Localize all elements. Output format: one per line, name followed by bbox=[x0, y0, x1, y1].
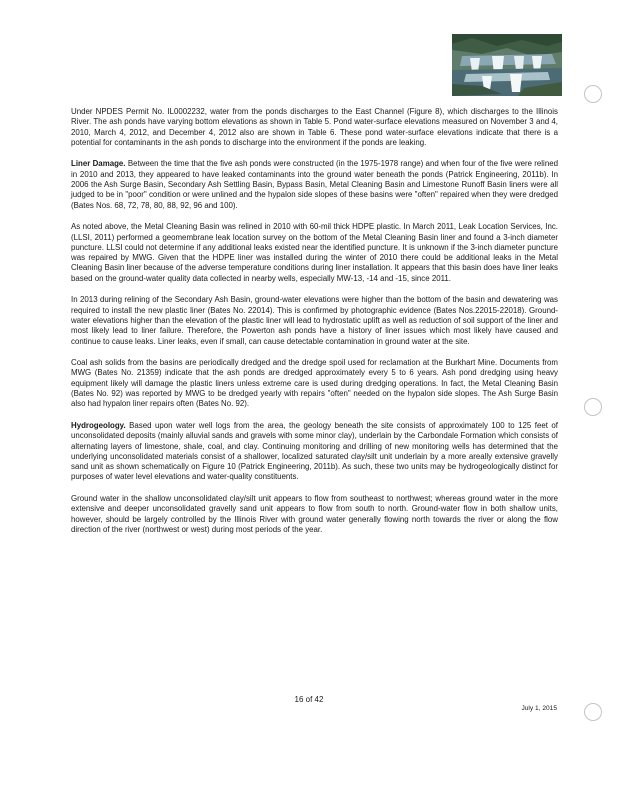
paragraph-metal-cleaning-basin bbox=[71, 222, 558, 284]
paragraph-hydrogeology bbox=[71, 421, 558, 483]
paragraph-pond-discharge bbox=[71, 107, 558, 148]
paragraph-text: Between the time that the five ash ponds were constructed (in the 1975-1978 range) and when four of the five were relined in 2010 and 2013, they appeared to have leaked contaminants into the ground water beneath the ponds (Patrick Engineering, 2011b). In 2006 the Ash Surge Basin, Secondary Ash Settling Basin, Bypass Basin, Metal Cleaning Basin and Limestone Runoff Basin liners were all judged to be in "poor" condition or were unlined and the hypalon side slopes of these basins were "often" repaired when they were dredged (Bates Nos. 68, 72, 78, 80, 88, 92, 96 and 100). bbox=[71, 159, 558, 210]
paragraph-text: Under NPDES Permit No. IL0002232, water from the ponds discharges to the East Channel (Figure 8), which discharges to the Illinois River. The ash ponds have varying bottom elevations as shown in Table 5. Pond water-surface elevations measured on November 3 and 4, 2010, March 4, 2012, and December 4, 2012 also are shown in Table 6. These pond water-surface elevations indicate that there is a potential for contaminants in the ash ponds to discharge into the environment if the ponds are leaking. bbox=[71, 107, 558, 147]
waterfall-photo-icon bbox=[452, 34, 562, 96]
paragraph-liner-damage bbox=[71, 159, 558, 210]
punch-hole bbox=[584, 703, 602, 721]
paragraph-text: As noted above, the Metal Cleaning Basin was relined in 2010 with 60-mil thick HDPE plastic. In March 2011, Leak Location Services, Inc. (LLSI, 2011) performed a geomembrane leak location survey on the bottom of the Metal Cleaning Basin liner and found a 3-inch diameter puncture. LLSI could not determine if any additional leaks existed near the identified puncture. It is unknown if the 3-inch diameter puncture was repaired by MWG. Given that the HDPE liner was installed during the winter of 2010 there could be additional leaks in the Metal Cleaning Basin liner because of the adverse temperature conditions during liner installation. It appears that this basin does have liner leaks based on the ground-water quality data collected in nearby wells, especially MW-13, -14 and -15, since 2011. bbox=[71, 222, 558, 283]
punch-hole bbox=[584, 398, 602, 416]
waterfall-photo-icon-graphic bbox=[452, 34, 562, 96]
paragraph-ground-water-flow bbox=[71, 494, 558, 535]
paragraph-heading: Liner Damage. bbox=[71, 159, 126, 169]
page-number: 16 of 42 bbox=[294, 695, 324, 704]
paragraph-secondary-ash-basin bbox=[71, 295, 558, 346]
paragraph-text: In 2013 during relining of the Secondary Ash Basin, ground-water elevations were higher than the bottom of the basin and dewatering was required to install the new plastic liner (Bates No. 22014). This is confirmed by photographic evidence (Bates Nos.22015-22018). Ground-water elevations higher than the elevation of the plastic liner will lead to hydrostatic uplift as well as reduction of soil support of the liner and most likely lead to liner failure. Therefore, the Powerton ash ponds have a history of liner issues which most likely have caused and continue to cause leaks. Liner leaks, even if small, can cause detectable contamination in ground water at the site. bbox=[71, 295, 558, 346]
body-text bbox=[71, 107, 558, 535]
footer-date: July 1, 2015 bbox=[521, 705, 557, 712]
paragraph-heading: Hydrogeology. bbox=[71, 420, 126, 430]
paragraph-text: Coal ash solids from the basins are periodically dredged and the dredge spoil used for reclamation at the Burkhart Mine. Documents from MWG (Bates No. 21359) indicate that the ash ponds are dredged approximately every 5 to 6 years. Ash pond dredging using heavy equipment likely will damage the plastic liners unless extreme care is used during dredging operations. In fact, the Metal Cleaning Basin (Bates No. 92) was reported by MWG to be dredged yearly with repairs "often" needed on the hypalon side slopes. The Ash Surge Basin also had hypalon liner repairs often (Bates No. 92). bbox=[71, 358, 558, 409]
paragraph-text: Based upon water well logs from the area, the geology beneath the site consists of approximately 100 to 125 feet of unconsolidated deposits (mainly alluvial sands and gravels with some minor clay), underlain by the Carbondale Formation which consists of alternating layers of limestone, shale, coal, and clay. Continuing monitoring and drilling of new monitoring wells has determined that the underlying unconsolidated materials consist of a shallower, localized saturated clay/silt unit underlain by a more areally extensive gravelly sand unit as shown schematically on Figure 10 (Patrick Engineering, 2011b). As such, these two units may be hydrogeologically distinct for purposes of water level elevations and water-quality constituents. bbox=[71, 420, 558, 482]
paragraph-coal-ash-dredging bbox=[71, 358, 558, 409]
paragraph-text: Ground water in the shallow unconsolidated clay/silt unit appears to flow from southeast to northwest; whereas ground water in the more extensive and deeper unconsolidated gravelly sand unit appears to flow from south to north. Ground-water flow in both shallow units, however, should be largely controlled by the Illinois River with ground water generally flowing north towards the river or along the flow direction of the river (northwest or west) during most periods of the year. bbox=[71, 493, 558, 534]
punch-hole bbox=[584, 85, 602, 103]
